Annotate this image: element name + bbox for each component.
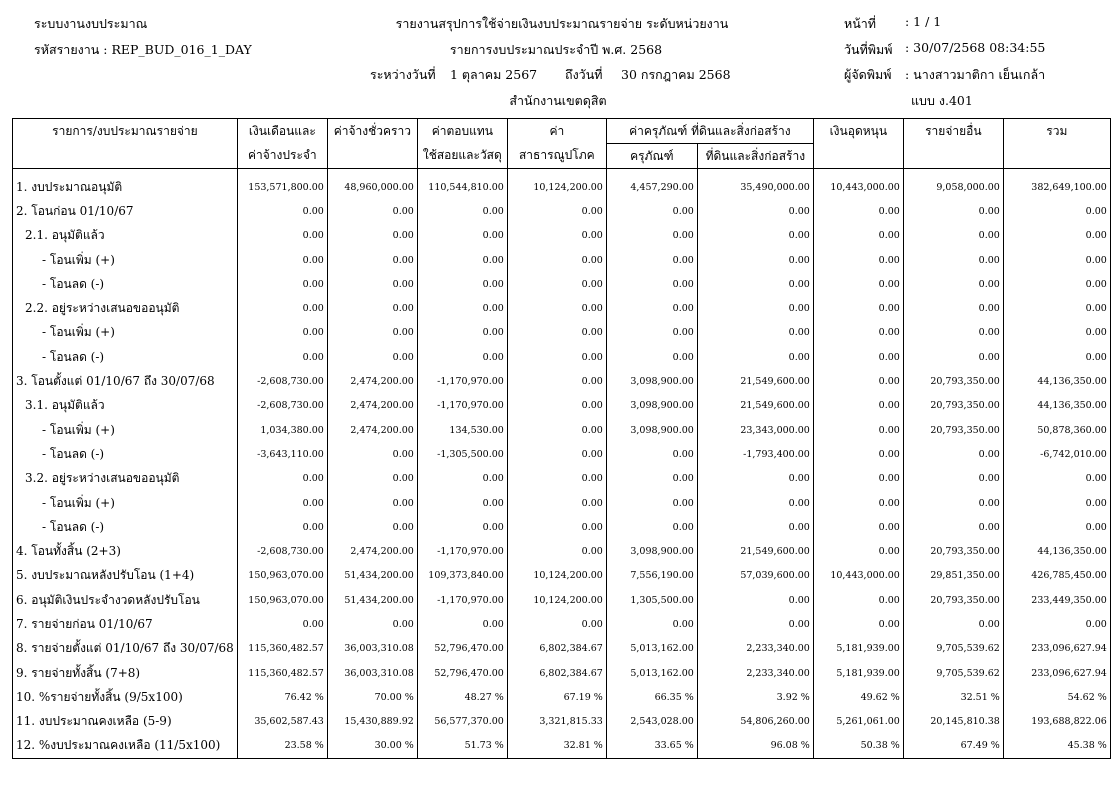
- cell-value: 20,145,810.38: [903, 710, 1003, 734]
- cell-value: 0.00: [606, 248, 697, 272]
- cell-value: 0.00: [507, 467, 606, 491]
- cell-value: 426,785,450.00: [1003, 564, 1110, 588]
- table-row: [13, 734, 1111, 759]
- cell-value: 0.00: [507, 612, 606, 636]
- cell-value: 110,544,810.00: [417, 169, 507, 200]
- cell-value: 0.00: [813, 588, 903, 612]
- cell-value: -2,608,730.00: [237, 394, 327, 418]
- row-label: 7. รายจ่ายก่อน 01/10/67: [13, 612, 238, 636]
- cell-value: 3.92 %: [697, 685, 813, 709]
- row-label: 8. รายจ่ายตั้งแต่ 01/10/67 ถึง 30/07/68: [13, 637, 238, 661]
- cell-value: 0.00: [606, 515, 697, 539]
- table-row: [13, 467, 1111, 491]
- cell-value: 0.00: [813, 515, 903, 539]
- cell-value: 0.00: [606, 442, 697, 466]
- cell-value: 109,373,840.00: [417, 564, 507, 588]
- cell-value: 0.00: [1003, 199, 1110, 223]
- cell-value: 45.38 %: [1003, 734, 1110, 759]
- cell-value: 0.00: [813, 296, 903, 320]
- cell-value: 23.58 %: [237, 734, 327, 759]
- cell-value: 0.00: [903, 296, 1003, 320]
- cell-value: 5,261,061.00: [813, 710, 903, 734]
- cell-value: 0.00: [1003, 296, 1110, 320]
- cell-value: 3,098,900.00: [606, 418, 697, 442]
- cell-value: 0.00: [327, 272, 417, 296]
- cell-value: 0.00: [237, 296, 327, 320]
- cell-value: 0.00: [1003, 467, 1110, 491]
- cell-value: 6,802,384.67: [507, 637, 606, 661]
- office-name: สำนักงานเขตดุสิต: [509, 93, 607, 108]
- cell-value: 0.00: [697, 296, 813, 320]
- cell-value: 35,602,587.43: [237, 710, 327, 734]
- cell-value: 7,556,190.00: [606, 564, 697, 588]
- cell-value: 193,688,822.06: [1003, 710, 1110, 734]
- cell-value: 115,360,482.57: [237, 637, 327, 661]
- period-label: ระหว่างวันที่: [370, 67, 436, 82]
- cell-value: 44,136,350.00: [1003, 539, 1110, 563]
- cell-value: 0.00: [903, 321, 1003, 345]
- cell-value: 2,543,028.00: [606, 710, 697, 734]
- row-label: - โอนลด (-): [13, 272, 238, 296]
- cell-value: 0.00: [237, 321, 327, 345]
- period-from: 1 ตุลาคม 2567: [450, 67, 538, 82]
- cell-value: 0.00: [903, 515, 1003, 539]
- cell-value: 0.00: [697, 588, 813, 612]
- cell-value: 0.00: [507, 394, 606, 418]
- report-title: รายงานสรุปการใช้จ่ายเงินงบประมาณรายจ่าย ระดับหน่วยงาน: [395, 16, 729, 31]
- col-temp-header: ค่าจ้างชั่วคราว: [327, 119, 417, 144]
- cell-value: 0.00: [507, 491, 606, 515]
- table-row: [13, 710, 1111, 734]
- cell-value: 0.00: [813, 224, 903, 248]
- cell-value: 0.00: [903, 467, 1003, 491]
- cell-value: -2,608,730.00: [237, 369, 327, 393]
- row-label: 12. %งบประมาณคงเหลือ (11/5x100): [13, 734, 238, 759]
- row-label: 6. อนุมัติเงินประจำงวดหลังปรับโอน: [13, 588, 238, 612]
- cell-value: 0.00: [697, 345, 813, 369]
- cell-value: 32.81 %: [507, 734, 606, 759]
- cell-value: 0.00: [697, 199, 813, 223]
- cell-value: 0.00: [417, 248, 507, 272]
- cell-value: 0.00: [813, 418, 903, 442]
- cell-value: 0.00: [237, 272, 327, 296]
- system-name: ระบบงานงบประมาณ: [34, 16, 148, 31]
- table-row: [13, 272, 1111, 296]
- table-row: [13, 394, 1111, 418]
- printer-value: : นางสาวมาติกา เย็นเกล้า: [905, 67, 1046, 82]
- row-label: - โอนลด (-): [13, 515, 238, 539]
- cell-value: 2,474,200.00: [327, 539, 417, 563]
- cell-value: 0.00: [903, 248, 1003, 272]
- col-land-header: ที่ดินและสิ่งก่อสร้าง: [697, 144, 813, 169]
- table-row: [13, 685, 1111, 709]
- cell-value: -2,608,730.00: [237, 539, 327, 563]
- row-label: 3.1. อนุมัติแล้ว: [13, 394, 238, 418]
- cell-value: 0.00: [1003, 491, 1110, 515]
- cell-value: 10,443,000.00: [813, 564, 903, 588]
- cell-value: 0.00: [606, 272, 697, 296]
- cell-value: 51,434,200.00: [327, 588, 417, 612]
- printer-label: ผู้จัดพิมพ์: [844, 67, 892, 82]
- col-subsidy-header: เงินอุดหนุน: [813, 119, 903, 144]
- cell-value: 0.00: [237, 199, 327, 223]
- cell-value: 0.00: [417, 296, 507, 320]
- cell-value: 1,034,380.00: [237, 418, 327, 442]
- cell-value: 0.00: [813, 248, 903, 272]
- cell-value: 0.00: [237, 515, 327, 539]
- cell-value: 0.00: [697, 321, 813, 345]
- cell-value: 0.00: [507, 296, 606, 320]
- cell-value: 0.00: [507, 539, 606, 563]
- cell-value: 2,474,200.00: [327, 394, 417, 418]
- report-subtitle: รายการงบประมาณประจำปี พ.ศ. 2568: [449, 42, 663, 57]
- cell-value: 0.00: [813, 345, 903, 369]
- cell-value: 0.00: [327, 345, 417, 369]
- cell-value: 0.00: [237, 491, 327, 515]
- cell-value: 0.00: [417, 467, 507, 491]
- row-label: - โอนเพิ่ม (+): [13, 418, 238, 442]
- cell-value: 0.00: [417, 612, 507, 636]
- cell-value: 48.27 %: [417, 685, 507, 709]
- cell-value: 233,096,627.94: [1003, 661, 1110, 685]
- cell-value: 9,705,539.62: [903, 661, 1003, 685]
- row-label: 3. โอนตั้งแต่ 01/10/67 ถึง 30/07/68: [13, 369, 238, 393]
- cell-value: 21,549,600.00: [697, 369, 813, 393]
- cell-value: 0.00: [507, 515, 606, 539]
- cell-value: 0.00: [327, 442, 417, 466]
- cell-value: 5,181,939.00: [813, 637, 903, 661]
- row-label: - โอนเพิ่ม (+): [13, 321, 238, 345]
- cell-value: 4,457,290.00: [606, 169, 697, 200]
- cell-value: 150,963,070.00: [237, 564, 327, 588]
- table-row: [13, 418, 1111, 442]
- cell-value: 70.00 %: [327, 685, 417, 709]
- cell-value: 0.00: [507, 272, 606, 296]
- cell-value: 0.00: [507, 224, 606, 248]
- print-date-label: วันที่พิมพ์: [844, 42, 893, 57]
- cell-value: 0.00: [237, 224, 327, 248]
- cell-value: 0.00: [1003, 224, 1110, 248]
- col-capital-header: ค่าครุภัณฑ์ ที่ดินและสิ่งก่อสร้าง: [606, 119, 813, 144]
- row-label: 1. งบประมาณอนุมัติ: [13, 169, 238, 200]
- table-body: [13, 169, 1111, 759]
- cell-value: 44,136,350.00: [1003, 369, 1110, 393]
- row-label: 4. โอนทั้งสิ้น (2+3): [13, 539, 238, 563]
- cell-value: 0.00: [507, 199, 606, 223]
- cell-value: 153,571,800.00: [237, 169, 327, 200]
- cell-value: 0.00: [507, 321, 606, 345]
- row-label: 11. งบประมาณคงเหลือ (5-9): [13, 710, 238, 734]
- page-label: หน้าที่: [844, 16, 877, 31]
- row-label: - โอนเพิ่ม (+): [13, 248, 238, 272]
- report-code: รหัสรายงาน : REP_BUD_016_1_DAY: [34, 42, 252, 57]
- cell-value: 0.00: [606, 199, 697, 223]
- table-row: [13, 296, 1111, 320]
- cell-value: 29,851,350.00: [903, 564, 1003, 588]
- cell-value: 9,705,539.62: [903, 637, 1003, 661]
- cell-value: 233,096,627.94: [1003, 637, 1110, 661]
- row-label: 10. %รายจ่ายทั้งสิ้น (9/5x100): [13, 685, 238, 709]
- col-salary-header-2: ค่าจ้างประจำ: [237, 144, 327, 169]
- row-label: - โอนลด (-): [13, 442, 238, 466]
- cell-value: 10,124,200.00: [507, 588, 606, 612]
- col-util-header-2: สาธารณูปโภค: [507, 144, 606, 169]
- cell-value: 33.65 %: [606, 734, 697, 759]
- cell-value: 0.00: [417, 272, 507, 296]
- col-comp-header-2: ใช้สอยและวัสดุ: [417, 144, 507, 169]
- cell-value: 0.00: [327, 199, 417, 223]
- table-row: [13, 564, 1111, 588]
- cell-value: 0.00: [903, 272, 1003, 296]
- cell-value: 0.00: [327, 296, 417, 320]
- cell-value: 10,124,200.00: [507, 169, 606, 200]
- cell-value: 0.00: [327, 467, 417, 491]
- table-row: [13, 442, 1111, 466]
- row-label: 2.2. อยู่ระหว่างเสนอขออนุมัติ: [13, 296, 238, 320]
- cell-value: 0.00: [327, 491, 417, 515]
- period-to-label: ถึงวันที่: [565, 67, 603, 82]
- cell-value: 54,806,260.00: [697, 710, 813, 734]
- cell-value: 0.00: [237, 612, 327, 636]
- cell-value: 0.00: [606, 296, 697, 320]
- cell-value: 0.00: [697, 224, 813, 248]
- col-util-header: ค่า: [507, 119, 606, 144]
- cell-value: 0.00: [417, 321, 507, 345]
- cell-value: 0.00: [327, 612, 417, 636]
- cell-value: 0.00: [903, 199, 1003, 223]
- cell-value: 0.00: [417, 224, 507, 248]
- cell-value: 20,793,350.00: [903, 418, 1003, 442]
- cell-value: 0.00: [813, 321, 903, 345]
- cell-value: -3,643,110.00: [237, 442, 327, 466]
- cell-value: 0.00: [606, 224, 697, 248]
- cell-value: -1,793,400.00: [697, 442, 813, 466]
- cell-value: 0.00: [606, 491, 697, 515]
- cell-value: 3,321,815.33: [507, 710, 606, 734]
- cell-value: 0.00: [1003, 248, 1110, 272]
- cell-value: 3,098,900.00: [606, 394, 697, 418]
- table-row: [13, 539, 1111, 563]
- page-value: : 1 / 1: [905, 14, 942, 29]
- col-salary-header: เงินเดือนและ: [237, 119, 327, 144]
- cell-value: 1,305,500.00: [606, 588, 697, 612]
- cell-value: 9,058,000.00: [903, 169, 1003, 200]
- cell-value: 36,003,310.08: [327, 637, 417, 661]
- cell-value: 0.00: [507, 345, 606, 369]
- cell-value: 0.00: [813, 369, 903, 393]
- col-total-header: รวม: [1003, 119, 1110, 144]
- cell-value: 56,577,370.00: [417, 710, 507, 734]
- cell-value: 0.00: [507, 369, 606, 393]
- row-label: 9. รายจ่ายทั้งสิ้น (7+8): [13, 661, 238, 685]
- table-row: [13, 248, 1111, 272]
- form-code: แบบ ง.401: [911, 93, 973, 108]
- cell-value: 0.00: [417, 199, 507, 223]
- cell-value: 32.51 %: [903, 685, 1003, 709]
- cell-value: 0.00: [813, 442, 903, 466]
- cell-value: -6,742,010.00: [1003, 442, 1110, 466]
- cell-value: 21,549,600.00: [697, 539, 813, 563]
- table-row: [13, 169, 1111, 200]
- cell-value: -1,170,970.00: [417, 539, 507, 563]
- cell-value: 76.42 %: [237, 685, 327, 709]
- cell-value: -1,170,970.00: [417, 394, 507, 418]
- cell-value: 54.62 %: [1003, 685, 1110, 709]
- cell-value: 0.00: [697, 272, 813, 296]
- cell-value: 10,124,200.00: [507, 564, 606, 588]
- cell-value: 48,960,000.00: [327, 169, 417, 200]
- cell-value: 2,233,340.00: [697, 661, 813, 685]
- cell-value: 2,233,340.00: [697, 637, 813, 661]
- cell-value: 10,443,000.00: [813, 169, 903, 200]
- cell-value: 67.19 %: [507, 685, 606, 709]
- cell-value: 20,793,350.00: [903, 539, 1003, 563]
- cell-value: 5,013,162.00: [606, 637, 697, 661]
- cell-value: 30.00 %: [327, 734, 417, 759]
- cell-value: 0.00: [327, 248, 417, 272]
- cell-value: 0.00: [237, 345, 327, 369]
- cell-value: 51,434,200.00: [327, 564, 417, 588]
- col-equip-header: ครุภัณฑ์: [606, 144, 697, 169]
- cell-value: 0.00: [1003, 345, 1110, 369]
- print-date-value: : 30/07/2568 08:34:55: [905, 40, 1046, 55]
- cell-value: 5,181,939.00: [813, 661, 903, 685]
- cell-value: 382,649,100.00: [1003, 169, 1110, 200]
- cell-value: 20,793,350.00: [903, 588, 1003, 612]
- cell-value: 0.00: [903, 491, 1003, 515]
- row-label: - โอนลด (-): [13, 345, 238, 369]
- cell-value: 0.00: [327, 224, 417, 248]
- col-comp-header: ค่าตอบแทน: [417, 119, 507, 144]
- cell-value: 0.00: [697, 491, 813, 515]
- cell-value: 0.00: [697, 248, 813, 272]
- cell-value: 20,793,350.00: [903, 394, 1003, 418]
- table-row: [13, 491, 1111, 515]
- cell-value: 0.00: [417, 515, 507, 539]
- cell-value: 0.00: [813, 394, 903, 418]
- cell-value: -1,170,970.00: [417, 588, 507, 612]
- cell-value: 134,530.00: [417, 418, 507, 442]
- table-row: [13, 321, 1111, 345]
- table-row: [13, 637, 1111, 661]
- cell-value: 50,878,360.00: [1003, 418, 1110, 442]
- cell-value: 21,549,600.00: [697, 394, 813, 418]
- col-other-header: รายจ่ายอื่น: [903, 119, 1003, 144]
- cell-value: 2,474,200.00: [327, 369, 417, 393]
- cell-value: 115,360,482.57: [237, 661, 327, 685]
- cell-value: 66.35 %: [606, 685, 697, 709]
- cell-value: 0.00: [1003, 272, 1110, 296]
- cell-value: 0.00: [813, 612, 903, 636]
- cell-value: 150,963,070.00: [237, 588, 327, 612]
- cell-value: 67.49 %: [903, 734, 1003, 759]
- table-row: [13, 661, 1111, 685]
- row-label: - โอนเพิ่ม (+): [13, 491, 238, 515]
- cell-value: 0.00: [507, 442, 606, 466]
- cell-value: 0.00: [813, 467, 903, 491]
- cell-value: 0.00: [903, 612, 1003, 636]
- cell-value: 0.00: [1003, 515, 1110, 539]
- cell-value: 3,098,900.00: [606, 369, 697, 393]
- cell-value: 0.00: [606, 467, 697, 491]
- cell-value: -1,305,500.00: [417, 442, 507, 466]
- cell-value: 0.00: [697, 467, 813, 491]
- cell-value: 0.00: [697, 612, 813, 636]
- cell-value: 20,793,350.00: [903, 369, 1003, 393]
- row-label: 5. งบประมาณหลังปรับโอน (1+4): [13, 564, 238, 588]
- cell-value: 0.00: [327, 321, 417, 345]
- table-row: [13, 515, 1111, 539]
- cell-value: 0.00: [903, 442, 1003, 466]
- cell-value: 0.00: [903, 224, 1003, 248]
- cell-value: 50.38 %: [813, 734, 903, 759]
- cell-value: 0.00: [606, 345, 697, 369]
- table-row: [13, 588, 1111, 612]
- table-row: [13, 199, 1111, 223]
- cell-value: 0.00: [417, 491, 507, 515]
- budget-summary-table: [12, 118, 1111, 759]
- cell-value: 0.00: [813, 539, 903, 563]
- cell-value: 51.73 %: [417, 734, 507, 759]
- table-row: [13, 369, 1111, 393]
- cell-value: 96.08 %: [697, 734, 813, 759]
- table-row: [13, 224, 1111, 248]
- period-to: 30 กรกฎาคม 2568: [621, 67, 731, 82]
- cell-value: 5,013,162.00: [606, 661, 697, 685]
- cell-value: 36,003,310.08: [327, 661, 417, 685]
- cell-value: 15,430,889.92: [327, 710, 417, 734]
- cell-value: 0.00: [903, 345, 1003, 369]
- cell-value: 6,802,384.67: [507, 661, 606, 685]
- cell-value: 0.00: [813, 491, 903, 515]
- cell-value: 49.62 %: [813, 685, 903, 709]
- table-row: [13, 345, 1111, 369]
- cell-value: 0.00: [237, 467, 327, 491]
- row-label: 3.2. อยู่ระหว่างเสนอขออนุมัติ: [13, 467, 238, 491]
- cell-value: 0.00: [507, 248, 606, 272]
- cell-value: 0.00: [606, 321, 697, 345]
- cell-value: -1,170,970.00: [417, 369, 507, 393]
- cell-value: 44,136,350.00: [1003, 394, 1110, 418]
- cell-value: 233,449,350.00: [1003, 588, 1110, 612]
- cell-value: 0.00: [1003, 612, 1110, 636]
- row-label: 2.1. อนุมัติแล้ว: [13, 224, 238, 248]
- cell-value: 0.00: [417, 345, 507, 369]
- cell-value: 52,796,470.00: [417, 637, 507, 661]
- cell-value: 23,343,000.00: [697, 418, 813, 442]
- cell-value: 52,796,470.00: [417, 661, 507, 685]
- table-row: [13, 612, 1111, 636]
- cell-value: 0.00: [606, 612, 697, 636]
- cell-value: 35,490,000.00: [697, 169, 813, 200]
- cell-value: 0.00: [507, 418, 606, 442]
- cell-value: 57,039,600.00: [697, 564, 813, 588]
- cell-value: 0.00: [327, 515, 417, 539]
- col-item-header: รายการ/งบประมาณรายจ่าย: [13, 119, 238, 144]
- cell-value: 2,474,200.00: [327, 418, 417, 442]
- cell-value: 0.00: [1003, 321, 1110, 345]
- cell-value: 3,098,900.00: [606, 539, 697, 563]
- cell-value: 0.00: [813, 272, 903, 296]
- cell-value: 0.00: [813, 199, 903, 223]
- cell-value: 0.00: [697, 515, 813, 539]
- cell-value: 0.00: [237, 248, 327, 272]
- row-label: 2. โอนก่อน 01/10/67: [13, 199, 238, 223]
